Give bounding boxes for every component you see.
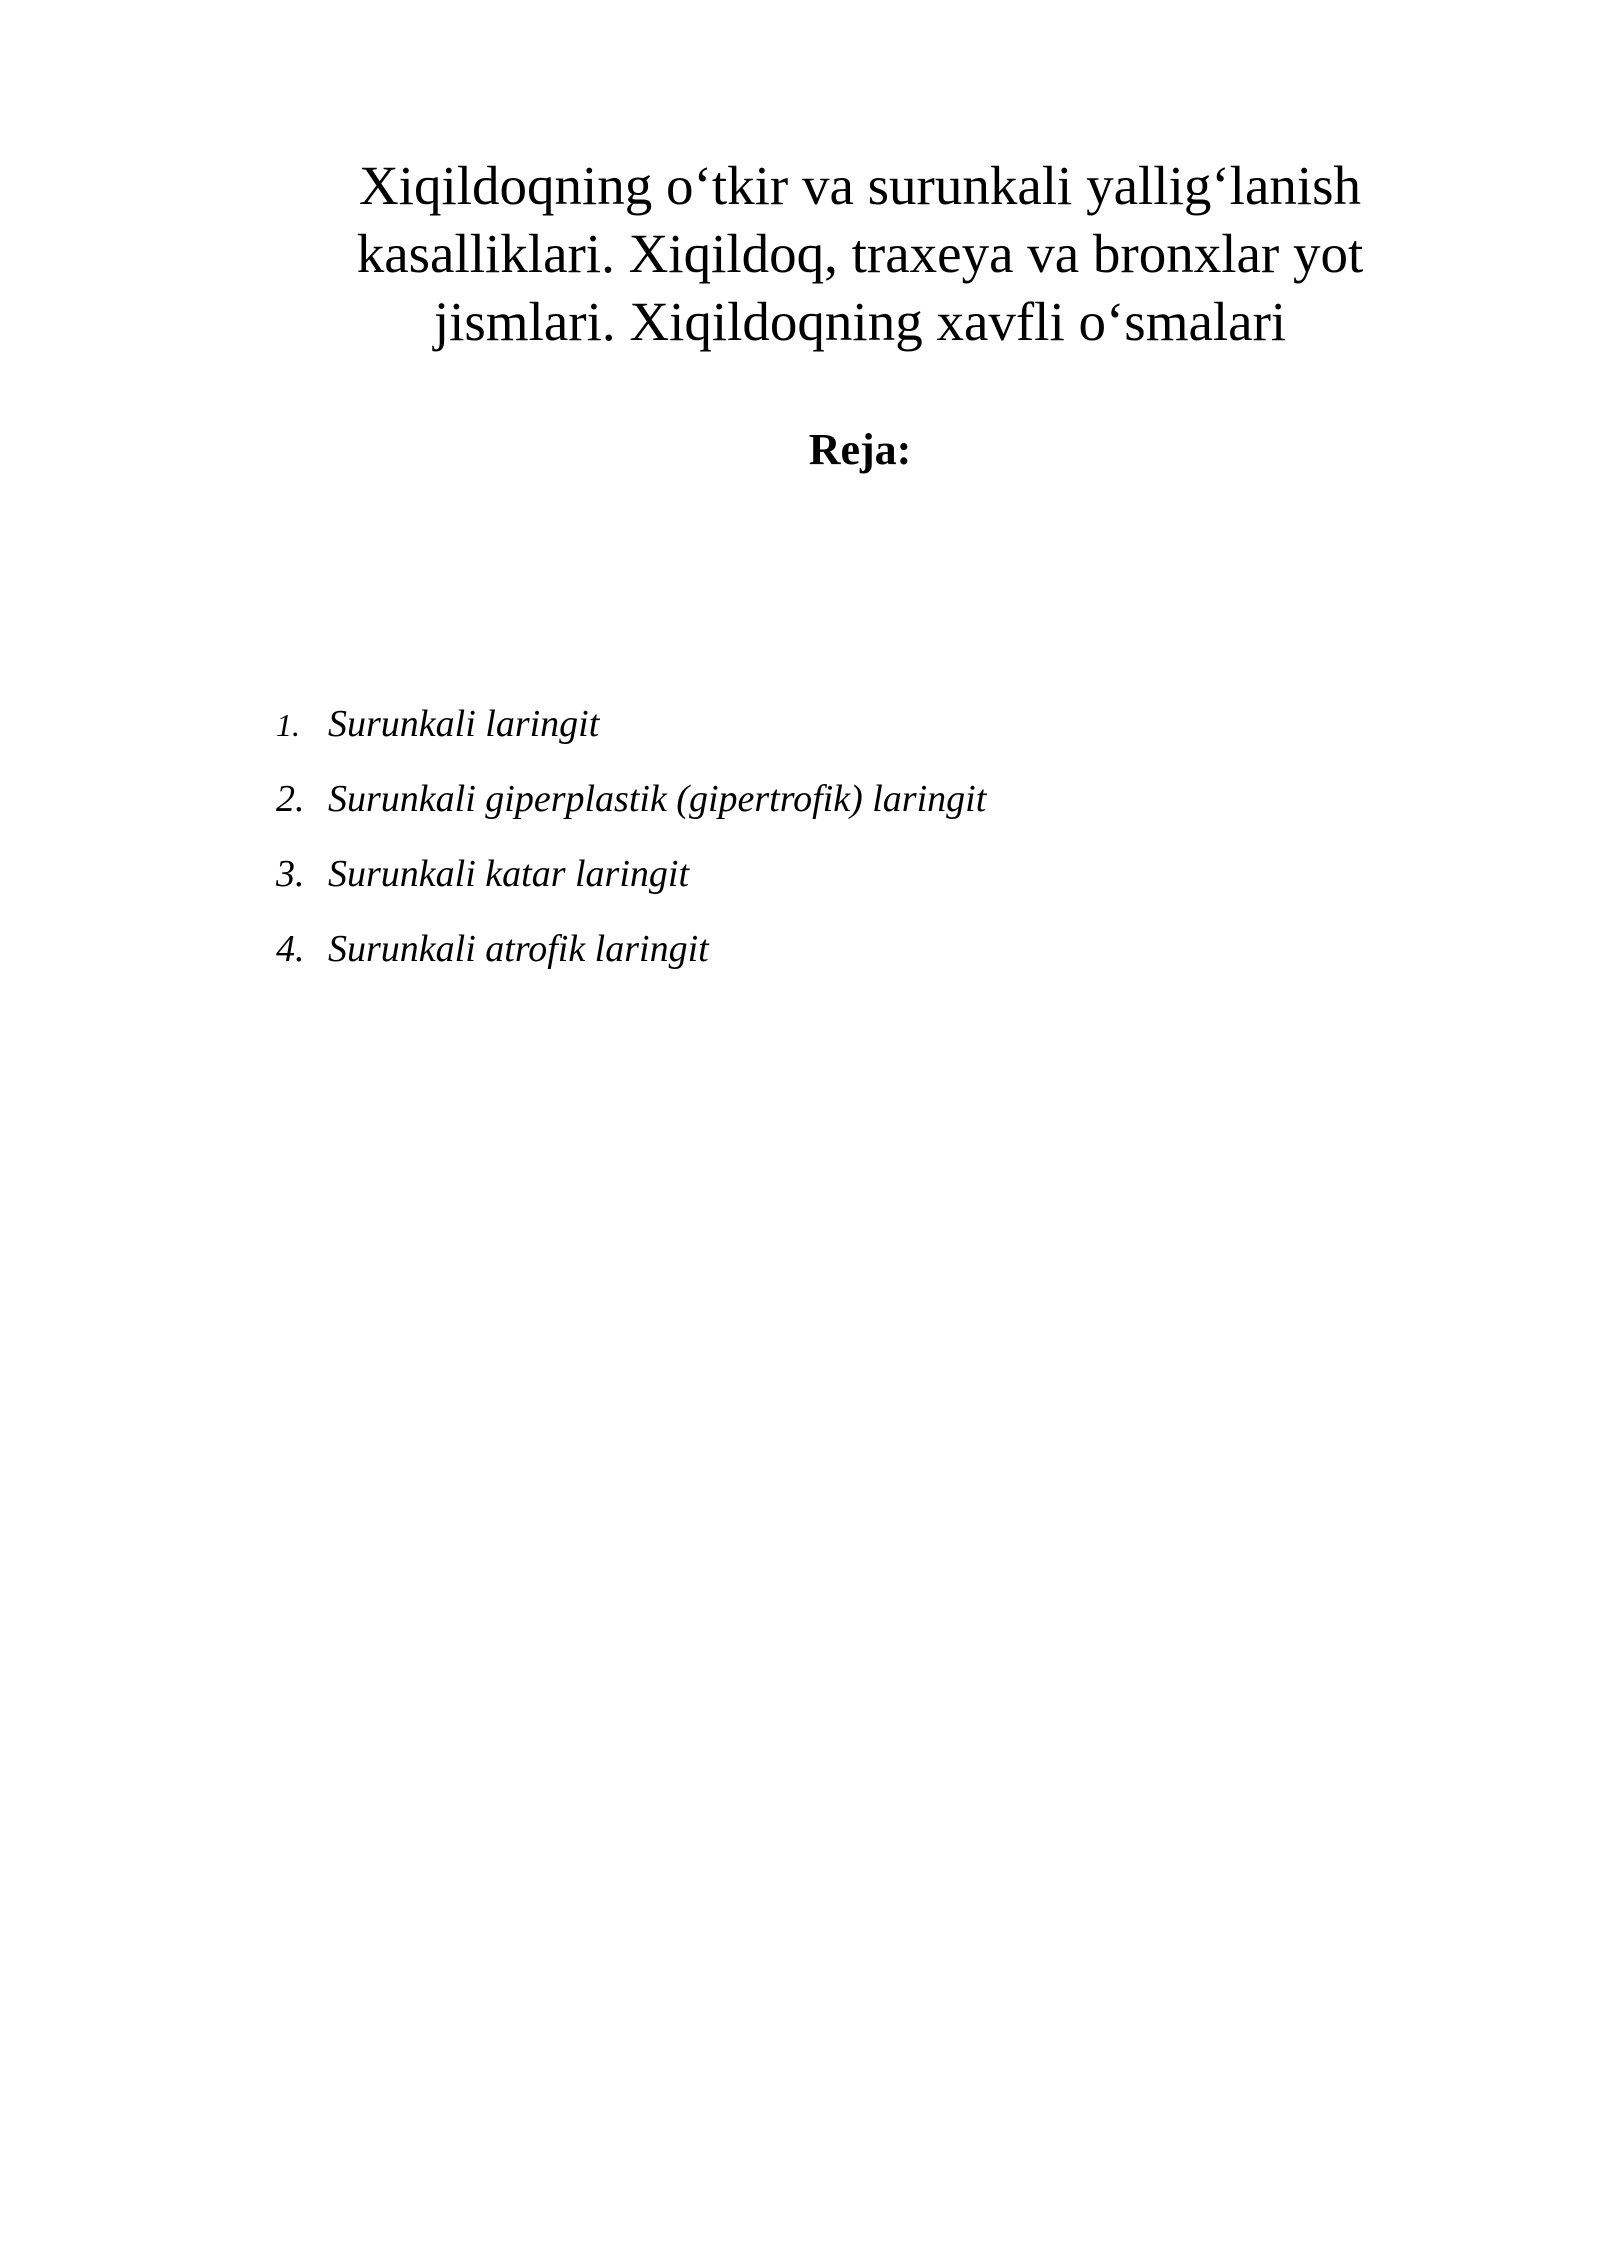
plan-item-number: 2.: [276, 778, 305, 820]
title-line-2: kasalliklari. Xiqildoq, traxeya va bronxlar yot: [356, 223, 1364, 284]
plan-heading: Reja:: [808, 425, 912, 474]
title-line-1: Xiqildoqning o‘tkir va surunkali yallig‘lanish: [358, 155, 1362, 216]
plan-item-text: Surunkali laringit: [328, 703, 600, 745]
plan-item-number: 4.: [276, 928, 305, 970]
plan-item-text: Surunkali atrofik laringit: [328, 928, 709, 970]
plan-item-text: Surunkali giperplastik (gipertrofik) laringit: [328, 778, 987, 820]
plan-item-number: 3.: [276, 853, 305, 895]
title-line-3: jismlari. Xiqildoqning xavfli o‘smalari: [433, 291, 1287, 352]
document-title: [280, 152, 1440, 356]
plan-item-4: [276, 925, 986, 1000]
plan-item-1: [276, 700, 986, 775]
plan-item-number: 1.: [276, 707, 300, 743]
plan-item-3: [276, 850, 986, 925]
plan-item-text: Surunkali katar laringit: [328, 853, 689, 895]
plan-list: [276, 700, 986, 1000]
plan-item-2: [276, 775, 986, 850]
